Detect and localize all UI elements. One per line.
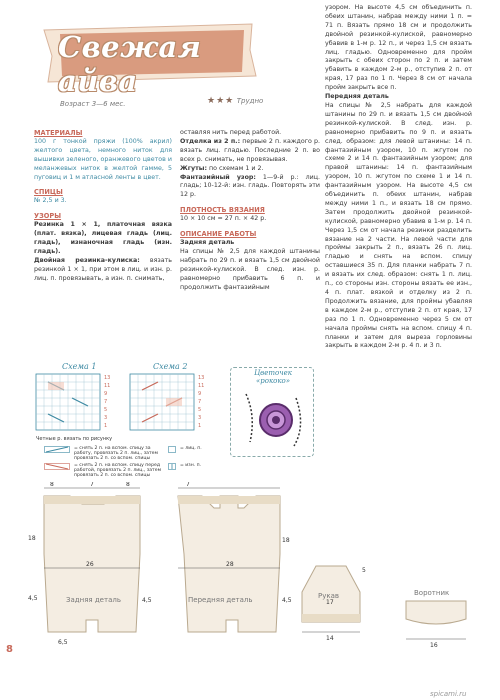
cables-label: Жгуты: bbox=[180, 164, 207, 172]
svg-text:8: 8 bbox=[50, 482, 54, 488]
back-text: На спицы № 2,5 для каждой штанины набрать по 29 п. и вязать 1,5 см двойной резинкой-кулиской. В след. изн. р. равномерно прибавить 6 п. и продолжить фантазийным bbox=[180, 247, 320, 291]
density-heading: ПЛОТНОСТЬ ВЯЗАНИЯ bbox=[180, 206, 265, 215]
schema-2-chart bbox=[128, 372, 208, 434]
front-piece-schematic bbox=[158, 482, 300, 652]
schema-2-rows: 13 11 9 7 5 3 1 bbox=[198, 375, 205, 429]
difficulty-label: Трудно bbox=[236, 97, 264, 105]
double-rib-label: Двойная резинка-кулиска: bbox=[34, 256, 140, 264]
page-number: 8 bbox=[6, 644, 13, 655]
svg-text:18: 18 bbox=[282, 537, 290, 544]
patterns-heading: УЗОРЫ bbox=[34, 212, 62, 221]
back-heading: Задняя деталь bbox=[180, 238, 235, 246]
col2-intro: оставляя нить перед работой. bbox=[180, 129, 282, 136]
fancy-text: 1—9-й р.: лиц. гладь; 10-12-й: изн. гладь. Повторять эти 12 р. bbox=[180, 173, 320, 199]
col3-text-1: узором. На высоте 4,5 см объединить п. обеих штанин, набрав между ними 1 п. = 71 п. Вязать прямо 18 см и продолжить двойной резинкой-кулиской, равномерно убавив в 1-м р. 12 п., и через 1,5 см вязать лиц. гладью. Одновременно для пройм закрыть с обеих сторон по 2 п. и затем убавить в каждом 2-м р., отступив 2 п. от края, 17 раз по 1 п. Через 8 см от начала пройм закрыть все п. bbox=[325, 4, 472, 92]
patterns-list: Резинка 1 × 1, платочная вязка (плат. вязка), лицевая гладь (лиц. гладь), изнаночная гладь (изн. гладь). bbox=[34, 221, 172, 255]
svg-text:8: 8 bbox=[126, 482, 130, 488]
trim-label: Отделка из 2 п.: bbox=[180, 137, 241, 145]
collar-label: Воротник bbox=[414, 589, 450, 597]
column-1 bbox=[34, 129, 172, 284]
svg-text:4,5: 4,5 bbox=[28, 595, 38, 602]
cables-text: по схемам 1 и 2. bbox=[208, 164, 264, 172]
back-piece-label: Задняя деталь bbox=[66, 596, 121, 604]
needles-text: № 2,5 и 3. bbox=[34, 197, 67, 205]
double-rib-text: вязать резинкой 1 × 1, при этом в лиц. и изн. р. лиц. п. провязывать, а изн. п. снимать, bbox=[34, 256, 172, 282]
even-rows-note: Четные р. вязать по рисунку bbox=[36, 436, 113, 442]
flower-title: Цветочек «рококо» bbox=[254, 369, 292, 385]
density-text: 10 × 10 см = 27 п. × 42 р. bbox=[180, 215, 267, 223]
svg-text:26: 26 bbox=[86, 561, 94, 568]
column-3 bbox=[325, 4, 472, 351]
schema-1-title: Схема 1 bbox=[62, 362, 97, 371]
difficulty-stars: ★★★ bbox=[207, 96, 235, 106]
materials-text: 100 г тонкой пряжи (100% акрил) желтого цвета, немного ниток для вышивки зеленого, оранжевого цветов и меланжевых ниток в желтой гамме, 5 пуговиц и 1 м атласной ленты в цвет. bbox=[34, 137, 172, 181]
front-heading: Передняя деталь bbox=[325, 93, 389, 101]
schema-1-rows: 13 11 9 7 5 3 1 bbox=[104, 375, 111, 429]
svg-text:4,5: 4,5 bbox=[142, 597, 152, 604]
svg-text:17: 17 bbox=[326, 599, 334, 606]
svg-text:7: 7 bbox=[90, 482, 94, 488]
knit-stitch-icon bbox=[168, 446, 176, 453]
svg-text:18: 18 bbox=[28, 535, 36, 542]
trim-text: первые 2 п. каждого р. вязать лиц. гладью. Последние 2 п. во всех р. снимать, не провязывая. bbox=[180, 137, 320, 163]
svg-text:28: 28 bbox=[226, 561, 234, 568]
chart-legend: = снять 2 п. на вспом. спицу за работу, провязать 2 п. лиц., затем провязать 2 п. со вспом. спицы = лиц. п. = снять 2 п. на вспом. спицу перед работой, провязать 2 п. лиц., затем провязать 2 п. со вспом. спицы = изн. п. bbox=[44, 446, 314, 478]
description-heading: ОПИСАНИЕ РАБОТЫ bbox=[180, 230, 257, 239]
collar-schematic bbox=[400, 585, 472, 649]
schema-1-chart bbox=[34, 372, 114, 434]
sleeve-label: Рукав bbox=[318, 592, 340, 600]
svg-text:16: 16 bbox=[430, 642, 438, 649]
sleeve-schematic bbox=[296, 560, 376, 650]
age-label: Возраст 3—6 мес. bbox=[60, 100, 126, 108]
front-piece-label: Передняя деталь bbox=[188, 596, 253, 604]
needles-heading: СПИЦЫ bbox=[34, 188, 63, 197]
purl-stitch-icon bbox=[168, 463, 176, 470]
col3-text-2: На спицы № 2,5 набрать для каждой штанины по 29 п. и вязать 1,5 см двойной резинкой-кулиской. В след. изн. р. равномерно прибавить по 9 п. и вязать след. образом: для левой штанины: 14 п. фантазийным узором, 10 п. жгутом по схеме 2 и 14 п. фантазийным узором; для правой штанины: 14 п. фантазийным узором, 10 п. жгутом по схеме 1 и 14 п. фантазийным узором. На высоте 4,5 см объединить п. обеих штанин, набрав между ними 1 п., и вязать 18 см прямо. Затем продолжить двойной резинкой-кулиской, равномерно убавив в 1-м р. 14 п. Через 1,5 см от начала резинки разделить вязание на 2 части. На левой части для проймы закрыть 2 п., вязать 26 п. лиц. гладью и снять на вспом. спицу оставшиеся 35 п. Для планки набрать 7 п. и вязать их след. образом: снять 1 п. лиц. п., со стороны изн. стороны вязать ее изн., 4 п. плат. вязкой и отделку из 2 п. Продолжить вязание, для проймы убавляя в каждом 2-м р., отступив 2 п. от края, 17 раз по 1 п. Одновременно через 5 см от начала проймы снять на вспом. спицу 4 п. планки и затем для выреза горловины закрыть в каждом 2-м р. 4 п. и 3 п. bbox=[325, 101, 472, 350]
page-title: Свежая айва bbox=[58, 30, 202, 98]
back-piece-schematic bbox=[22, 482, 164, 652]
svg-text:7: 7 bbox=[186, 482, 190, 488]
svg-text:14: 14 bbox=[326, 635, 334, 642]
difficulty bbox=[207, 96, 263, 106]
svg-text:6,5: 6,5 bbox=[58, 639, 68, 646]
column-2 bbox=[180, 129, 320, 292]
cable-right-icon bbox=[44, 446, 70, 453]
watermark: spicami.ru bbox=[430, 690, 467, 698]
cable-left-icon bbox=[44, 463, 70, 470]
schema-2-title: Схема 2 bbox=[153, 362, 188, 371]
materials-heading: МАТЕРИАЛЫ bbox=[34, 129, 83, 137]
flower-illustration bbox=[236, 386, 308, 452]
fancy-label: Фантазийный узор: bbox=[180, 173, 256, 181]
svg-text:5: 5 bbox=[362, 567, 366, 574]
svg-text:4,5: 4,5 bbox=[282, 597, 292, 604]
